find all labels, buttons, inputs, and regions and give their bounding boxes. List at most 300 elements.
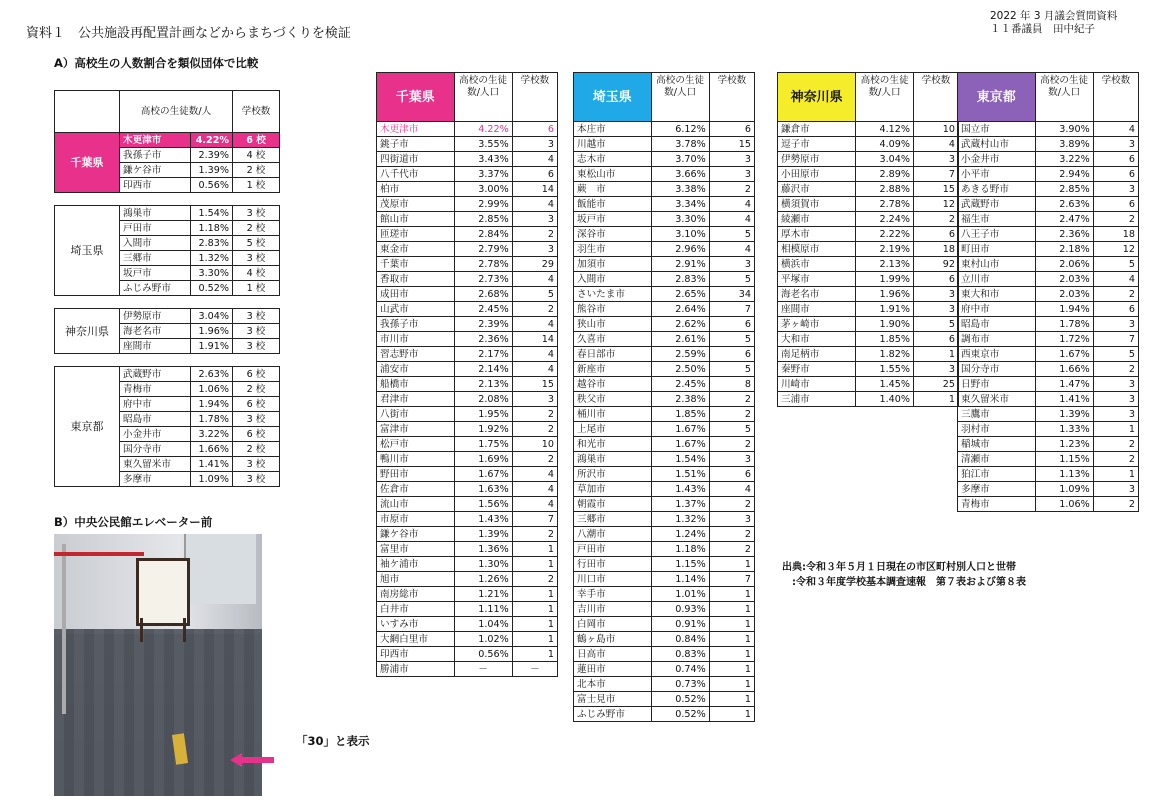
student-ratio: 3.55% [454, 137, 512, 152]
city-name: 市川市 [377, 332, 455, 347]
table-row [778, 287, 959, 302]
student-ratio: 1.85% [856, 332, 914, 347]
student-ratio: 2.94% [1035, 167, 1093, 182]
school-count: 10 [512, 437, 557, 452]
student-ratio: 1.56% [454, 497, 512, 512]
table-row [778, 302, 959, 317]
student-ratio: 1.67% [454, 467, 512, 482]
school-count: 1 [913, 392, 958, 407]
table-row [574, 302, 755, 317]
table-row [574, 587, 755, 602]
school-count: 25 [913, 377, 958, 392]
student-ratio: 4.22% [454, 122, 512, 137]
school-count: 6 [1093, 302, 1138, 317]
school-count: 1 [913, 347, 958, 362]
city-name: 越谷市 [574, 377, 652, 392]
school-count: 2 [709, 527, 754, 542]
city-name: 川越市 [574, 137, 652, 152]
student-ratio: 1.43% [651, 482, 709, 497]
table-row [574, 632, 755, 647]
city-name: 市原市 [377, 512, 455, 527]
table-row [574, 692, 755, 707]
student-ratio: 3.22% [1035, 152, 1093, 167]
school-count: 2 [512, 452, 557, 467]
city-name: 西東京市 [958, 347, 1036, 362]
student-ratio: 1.66% [191, 442, 233, 457]
student-ratio: 2.84% [454, 227, 512, 242]
school-count: 1 [709, 692, 754, 707]
student-ratio: － [454, 662, 512, 677]
school-count: 3 [512, 392, 557, 407]
comparison-groups [54, 132, 280, 487]
table-row [377, 497, 558, 512]
school-count: 3 [1093, 317, 1138, 332]
student-ratio: 1.94% [1035, 302, 1093, 317]
city-name: 府中市 [120, 397, 191, 412]
student-ratio: 1.30% [454, 557, 512, 572]
table-row [958, 197, 1139, 212]
student-ratio: 2.89% [856, 167, 914, 182]
kanagawa-ranking-table [777, 72, 959, 407]
student-ratio: 1.75% [454, 437, 512, 452]
school-count: 1 [1093, 422, 1138, 437]
student-ratio: 1.67% [651, 422, 709, 437]
table-row [574, 272, 755, 287]
table-row [958, 242, 1139, 257]
photo-caption: 「30」と表示 [296, 734, 370, 748]
comparison-group [54, 366, 280, 487]
school-count: 4 [512, 497, 557, 512]
table-row [778, 212, 959, 227]
city-name: 坂戸市 [574, 212, 652, 227]
school-count: 15 [913, 182, 958, 197]
school-count: 3 [913, 287, 958, 302]
student-ratio: 3.78% [651, 137, 709, 152]
school-count: 8 [709, 377, 754, 392]
table-row [778, 152, 959, 167]
city-name: 習志野市 [377, 347, 455, 362]
city-name: 野田市 [377, 467, 455, 482]
school-count: 5 [512, 287, 557, 302]
table-row [574, 182, 755, 197]
student-ratio: 1.95% [454, 407, 512, 422]
city-name: 茂原市 [377, 197, 455, 212]
city-name: 四街道市 [377, 152, 455, 167]
school-count: 34 [709, 287, 754, 302]
city-name: 小金井市 [120, 427, 191, 442]
city-name: 川口市 [574, 572, 652, 587]
city-name: 白岡市 [574, 617, 652, 632]
school-count: 5 [709, 227, 754, 242]
table-row [377, 452, 558, 467]
table-row [377, 662, 558, 677]
school-count: 1 [512, 647, 557, 662]
school-count: 3 [1093, 377, 1138, 392]
school-count: 5 [913, 317, 958, 332]
school-count: 1 [512, 542, 557, 557]
col-school-count: 学校数 [512, 73, 557, 122]
table-row [574, 437, 755, 452]
section-a-label: A）高校生の人数割合を類似団体で比較 [54, 56, 259, 70]
comparison-group [54, 132, 280, 193]
table-row [377, 182, 558, 197]
student-ratio: 1.51% [651, 467, 709, 482]
school-count: 3 [913, 152, 958, 167]
student-ratio: 1.96% [191, 324, 233, 339]
school-count: 6 校 [233, 397, 280, 412]
table-row [574, 617, 755, 632]
student-ratio: 3.10% [651, 227, 709, 242]
city-name: 松戸市 [377, 437, 455, 452]
city-name: 北本市 [574, 677, 652, 692]
school-count: 2 [1093, 362, 1138, 377]
student-ratio: 4.12% [856, 122, 914, 137]
student-ratio: 2.83% [651, 272, 709, 287]
student-ratio: 1.18% [651, 542, 709, 557]
school-count: 4 [709, 482, 754, 497]
city-name: 昭島市 [958, 317, 1036, 332]
city-name: 大網白里市 [377, 632, 455, 647]
student-ratio: 1.94% [191, 397, 233, 412]
city-name: 茅ヶ崎市 [778, 317, 856, 332]
school-count: 7 [1093, 332, 1138, 347]
section-b-label: B）中央公民館エレベーター前 [54, 515, 213, 529]
table-row [377, 527, 558, 542]
table-row [778, 182, 959, 197]
city-name: 伊勢原市 [778, 152, 856, 167]
school-count: 1 [1093, 467, 1138, 482]
student-ratio: 2.83% [191, 236, 233, 251]
school-count: 3 [1093, 182, 1138, 197]
student-ratio: 3.04% [856, 152, 914, 167]
tokyo-ranking-table [957, 72, 1139, 512]
city-name: 平塚市 [778, 272, 856, 287]
school-count: 5 [1093, 347, 1138, 362]
city-name: 戸田市 [574, 542, 652, 557]
table-row [778, 392, 959, 407]
col-student-ratio: 高校の生徒数/人 [120, 91, 233, 133]
student-ratio: 1.21% [454, 587, 512, 602]
student-ratio: 2.45% [651, 377, 709, 392]
student-ratio: 1.04% [454, 617, 512, 632]
school-count: 2 校 [233, 221, 280, 236]
student-ratio: 2.79% [454, 242, 512, 257]
school-count: 12 [913, 197, 958, 212]
student-ratio: 2.64% [651, 302, 709, 317]
city-name: 小田原市 [778, 167, 856, 182]
table-row [574, 557, 755, 572]
table-row [574, 197, 755, 212]
city-name: 南房総市 [377, 587, 455, 602]
student-ratio: 2.03% [1035, 272, 1093, 287]
student-ratio: 1.02% [454, 632, 512, 647]
prefecture-name: 千葉県 [55, 133, 120, 193]
city-name: 青梅市 [120, 382, 191, 397]
student-ratio: 0.56% [191, 178, 233, 193]
city-name: 多摩市 [120, 472, 191, 487]
school-count: 2 校 [233, 163, 280, 178]
school-count: 4 [913, 137, 958, 152]
school-count: 2 [1093, 287, 1138, 302]
student-ratio: 1.37% [651, 497, 709, 512]
school-count: 2 [512, 227, 557, 242]
school-count: 15 [709, 137, 754, 152]
table-row [958, 272, 1139, 287]
table-row [574, 572, 755, 587]
city-name: 吉川市 [574, 602, 652, 617]
city-name: 羽生市 [574, 242, 652, 257]
city-name: 国立市 [958, 122, 1036, 137]
prefecture-badge: 埼玉県 [574, 73, 652, 122]
school-count: 7 [709, 572, 754, 587]
comparison-header-table [54, 90, 280, 133]
school-count: 3 [709, 512, 754, 527]
table-row [574, 137, 755, 152]
school-count: 3 校 [233, 457, 280, 472]
city-name: 三郷市 [120, 251, 191, 266]
city-name: 伊勢原市 [120, 309, 191, 324]
col-student-ratio: 高校の生徒数/人口 [1035, 73, 1093, 122]
table-row [55, 309, 280, 324]
school-count: 29 [512, 257, 557, 272]
student-ratio: 3.30% [651, 212, 709, 227]
school-count: 1 校 [233, 281, 280, 296]
student-ratio: 1.82% [856, 347, 914, 362]
student-ratio: 1.91% [191, 339, 233, 354]
school-count: 5 [709, 332, 754, 347]
student-ratio: 2.39% [454, 317, 512, 332]
student-ratio: 1.41% [1035, 392, 1093, 407]
city-name: ふじみ野市 [120, 281, 191, 296]
student-ratio: 2.47% [1035, 212, 1093, 227]
table-row [958, 212, 1139, 227]
col-school-count: 学校数 [1093, 73, 1138, 122]
city-name: 海老名市 [778, 287, 856, 302]
school-count: 2 [1093, 452, 1138, 467]
city-name: 国分寺市 [120, 442, 191, 457]
school-count: 2 [512, 572, 557, 587]
city-name: 幸手市 [574, 587, 652, 602]
table-row [574, 407, 755, 422]
student-ratio: 3.43% [454, 152, 512, 167]
meta-author: １１番議員 田中紀子 [990, 23, 1095, 35]
city-name: 武蔵村山市 [958, 137, 1036, 152]
school-count: 2 [1093, 437, 1138, 452]
city-name: 秩父市 [574, 392, 652, 407]
city-name: 印西市 [120, 178, 191, 193]
school-count: 5 [709, 422, 754, 437]
city-name: 青梅市 [958, 497, 1036, 512]
school-count: 3 [512, 137, 557, 152]
city-name: 旭市 [377, 572, 455, 587]
student-ratio: 3.38% [651, 182, 709, 197]
table-row [778, 332, 959, 347]
table-row [377, 542, 558, 557]
student-ratio: 1.23% [1035, 437, 1093, 452]
school-count: 14 [512, 182, 557, 197]
student-ratio: 2.65% [651, 287, 709, 302]
city-name: 成田市 [377, 287, 455, 302]
student-ratio: 1.55% [856, 362, 914, 377]
prefecture-badge: 神奈川県 [778, 73, 856, 122]
city-name: 町田市 [958, 242, 1036, 257]
city-name: 深谷市 [574, 227, 652, 242]
city-name: 小平市 [958, 167, 1036, 182]
city-name: 白井市 [377, 602, 455, 617]
school-count: 4 校 [233, 266, 280, 281]
school-count: 2 [512, 527, 557, 542]
school-count: 3 校 [233, 251, 280, 266]
student-ratio: 2.14% [454, 362, 512, 377]
table-row [377, 122, 558, 137]
school-count: 7 [512, 512, 557, 527]
table-row [958, 407, 1139, 422]
student-ratio: 3.04% [191, 309, 233, 324]
notice-sign [136, 558, 190, 626]
table-row [377, 437, 558, 452]
school-count: 15 [512, 377, 557, 392]
student-ratio: 2.59% [651, 347, 709, 362]
student-ratio: 3.89% [1035, 137, 1093, 152]
city-name: 鎌ケ谷市 [377, 527, 455, 542]
student-ratio: 1.15% [1035, 452, 1093, 467]
city-name: 横須賀市 [778, 197, 856, 212]
student-ratio: 1.67% [1035, 347, 1093, 362]
city-name: 南足柄市 [778, 347, 856, 362]
city-name: 多摩市 [958, 482, 1036, 497]
comparison-group [54, 205, 280, 296]
school-count: 1 [709, 677, 754, 692]
school-count: 1 [709, 587, 754, 602]
city-name: 飯能市 [574, 197, 652, 212]
city-name: 新座市 [574, 362, 652, 377]
school-count: 1 [709, 662, 754, 677]
school-count: 12 [1093, 242, 1138, 257]
col-student-ratio: 高校の生徒数/人口 [454, 73, 512, 122]
school-count: 2 校 [233, 442, 280, 457]
school-count: 1 [709, 707, 754, 722]
city-name: 鴨川市 [377, 452, 455, 467]
city-name: 朝霞市 [574, 497, 652, 512]
city-name: 富津市 [377, 422, 455, 437]
school-count: 1 校 [233, 178, 280, 193]
school-count: 5 [1093, 257, 1138, 272]
student-ratio: 1.85% [651, 407, 709, 422]
saitama-ranking-table [573, 72, 755, 722]
school-count: 6 [709, 122, 754, 137]
student-ratio: 2.13% [856, 257, 914, 272]
table-row [377, 602, 558, 617]
city-name: 小金井市 [958, 152, 1036, 167]
city-name: 東久留米市 [120, 457, 191, 472]
table-row [377, 632, 558, 647]
school-count: 18 [913, 242, 958, 257]
school-count: 6 [913, 227, 958, 242]
city-name: 東松山市 [574, 167, 652, 182]
student-ratio: 2.63% [191, 367, 233, 382]
school-count: 3 校 [233, 324, 280, 339]
table-row [778, 347, 959, 362]
city-name: 柏市 [377, 182, 455, 197]
city-name: ふじみ野市 [574, 707, 652, 722]
student-ratio: 1.47% [1035, 377, 1093, 392]
student-ratio: 0.83% [651, 647, 709, 662]
school-count: 4 [1093, 272, 1138, 287]
table-row [377, 587, 558, 602]
school-count: 3 [1093, 392, 1138, 407]
table-row [377, 377, 558, 392]
table-row [958, 257, 1139, 272]
city-name: 狭山市 [574, 317, 652, 332]
school-count: 2 [512, 302, 557, 317]
prefecture-name: 神奈川県 [55, 309, 120, 354]
school-count: 6 [1093, 167, 1138, 182]
table-row [574, 257, 755, 272]
table-row [958, 227, 1139, 242]
school-count: 5 [709, 272, 754, 287]
school-count: 7 [913, 167, 958, 182]
col-school-count: 学校数 [913, 73, 958, 122]
school-count: 5 [709, 362, 754, 377]
city-name: 木更津市 [120, 133, 191, 148]
city-name: 熊谷市 [574, 302, 652, 317]
student-ratio: 1.01% [651, 587, 709, 602]
city-name: 入間市 [574, 272, 652, 287]
table-row [574, 347, 755, 362]
student-ratio: 2.85% [1035, 182, 1093, 197]
table-row [574, 317, 755, 332]
city-name: 大和市 [778, 332, 856, 347]
student-ratio: 1.72% [1035, 332, 1093, 347]
school-count: 4 [512, 317, 557, 332]
student-ratio: 0.56% [454, 647, 512, 662]
student-ratio: 1.11% [454, 602, 512, 617]
student-ratio: 1.39% [191, 163, 233, 178]
table-row [574, 467, 755, 482]
school-count: 4 [512, 272, 557, 287]
student-ratio: 0.52% [191, 281, 233, 296]
table-row [958, 167, 1139, 182]
city-name: 福生市 [958, 212, 1036, 227]
table-row [377, 212, 558, 227]
student-ratio: 2.18% [1035, 242, 1093, 257]
school-count: 2 [709, 437, 754, 452]
city-name: 所沢市 [574, 467, 652, 482]
table-row [377, 362, 558, 377]
student-ratio: 1.39% [454, 527, 512, 542]
school-count: 4 [512, 467, 557, 482]
school-count: 3 校 [233, 206, 280, 221]
city-name: 狛江市 [958, 467, 1036, 482]
table-row [377, 227, 558, 242]
table-row [377, 422, 558, 437]
city-name: 富里市 [377, 542, 455, 557]
school-count: 1 [512, 602, 557, 617]
student-ratio: 1.09% [191, 472, 233, 487]
table-row [574, 362, 755, 377]
student-ratio: 1.41% [191, 457, 233, 472]
table-row [958, 332, 1139, 347]
school-count: 10 [913, 122, 958, 137]
school-count: 3 校 [233, 412, 280, 427]
city-name: 久喜市 [574, 332, 652, 347]
student-ratio: 6.12% [651, 122, 709, 137]
school-count: 1 [709, 632, 754, 647]
student-ratio: 1.33% [1035, 422, 1093, 437]
student-ratio: 3.90% [1035, 122, 1093, 137]
prefecture-name: 埼玉県 [55, 206, 120, 296]
school-count: 3 校 [233, 472, 280, 487]
